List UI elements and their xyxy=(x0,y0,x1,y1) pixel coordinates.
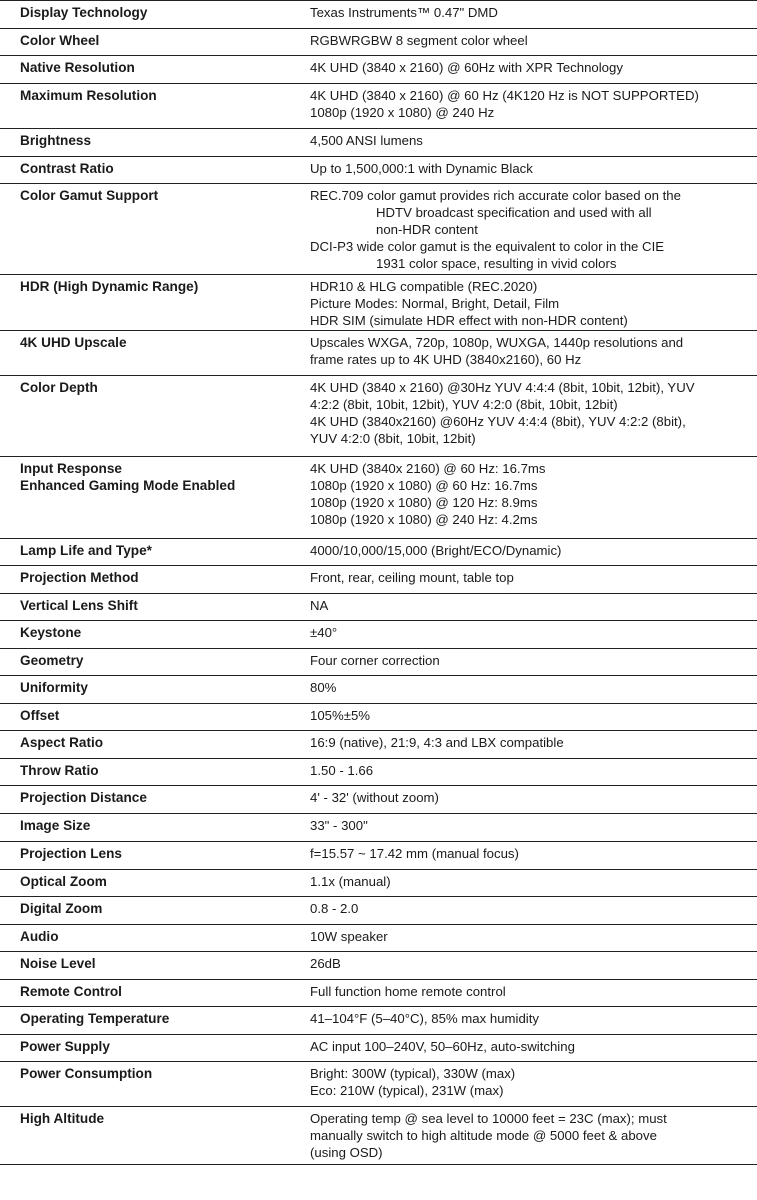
spec-row xyxy=(0,1106,757,1165)
spec-label xyxy=(0,376,290,456)
spec-label-line: Noise Level xyxy=(20,956,96,971)
spec-label xyxy=(0,952,290,979)
spec-row xyxy=(0,758,757,786)
spec-label xyxy=(0,731,290,758)
spec-row xyxy=(0,813,757,841)
spec-label xyxy=(0,814,290,841)
spec-value-line: 10W speaker xyxy=(310,928,388,944)
spec-label xyxy=(0,759,290,786)
spec-value xyxy=(290,925,757,952)
spec-label xyxy=(0,676,290,703)
spec-label xyxy=(0,621,290,648)
spec-label-line: Display Technology xyxy=(20,5,148,20)
spec-value xyxy=(290,56,757,83)
spec-label xyxy=(0,897,290,924)
spec-value-line: Front, rear, ceiling mount, table top xyxy=(310,570,514,585)
spec-row xyxy=(0,648,757,676)
spec-label xyxy=(0,870,290,897)
spec-value xyxy=(290,870,757,897)
spec-value-line: f=15.57 ~ 17.42 mm (manual focus) xyxy=(310,845,519,861)
spec-value xyxy=(290,952,757,979)
spec-value xyxy=(290,676,757,703)
spec-value xyxy=(290,129,757,156)
spec-value xyxy=(290,1007,757,1034)
spec-value-line: AC input 100–240V, 50–60Hz, auto-switching xyxy=(310,1038,575,1054)
spec-value-line: 41–104°F (5–40°C), 85% max humidity xyxy=(310,1011,539,1026)
spec-label xyxy=(0,29,290,56)
spec-row xyxy=(0,456,757,538)
spec-label-line: Color Gamut Support xyxy=(20,188,159,203)
spec-label xyxy=(0,704,290,731)
spec-row xyxy=(0,1061,757,1106)
spec-value xyxy=(290,184,757,274)
spec-label-line: Vertical Lens Shift xyxy=(20,597,138,613)
spec-value xyxy=(290,539,757,566)
spec-label xyxy=(0,786,290,813)
spec-value xyxy=(290,1,757,28)
spec-label xyxy=(0,1062,290,1106)
spec-value-line: Texas Instruments™ 0.47" DMD xyxy=(310,5,498,20)
spec-row xyxy=(0,593,757,621)
spec-value xyxy=(290,814,757,841)
spec-value-line: 80% xyxy=(310,680,337,695)
spec-value-line: YUV 4:2:0 (8bit, 10bit, 12bit) xyxy=(310,431,476,446)
spec-label-line: Throw Ratio xyxy=(20,762,99,778)
spec-row xyxy=(0,565,757,593)
spec-row xyxy=(0,538,757,566)
spec-value-line: frame rates up to 4K UHD (3840x2160), 60 Hz xyxy=(310,351,582,367)
spec-value-line: 33" - 300" xyxy=(310,817,368,833)
spec-row xyxy=(0,869,757,897)
spec-label-line: Audio xyxy=(20,928,59,944)
spec-value-line: Full function home remote control xyxy=(310,983,506,999)
spec-label-line: Keystone xyxy=(20,625,82,640)
spec-label xyxy=(0,184,290,274)
spec-value-line: NA xyxy=(310,597,329,613)
spec-value xyxy=(290,566,757,593)
spec-label xyxy=(0,275,290,330)
spec-label xyxy=(0,566,290,593)
spec-label-line: Contrast Ratio xyxy=(20,160,114,176)
spec-row xyxy=(0,274,757,330)
spec-value xyxy=(290,649,757,676)
spec-label-line: Offset xyxy=(20,707,60,723)
spec-row xyxy=(0,375,757,456)
spec-value-line: 4K UHD (3840 x 2160) @ 60 Hz (4K120 Hz is NOT SUPPORTED) xyxy=(310,87,699,103)
spec-value xyxy=(290,731,757,758)
spec-value-line: HDR SIM (simulate HDR effect with non-HDR content) xyxy=(310,312,628,328)
spec-value-line: 4K UHD (3840x 2160) @ 60 Hz: 16.7ms xyxy=(310,460,546,476)
spec-value-line: 26dB xyxy=(310,956,341,971)
spec-row xyxy=(0,896,757,924)
spec-value-line: 1080p (1920 x 1080) @ 60 Hz: 16.7ms xyxy=(310,477,538,493)
spec-row xyxy=(0,620,757,648)
spec-value-line: RGBWRGBW 8 segment color wheel xyxy=(310,32,528,48)
spec-label-line: Maximum Resolution xyxy=(20,87,157,103)
spec-label xyxy=(0,129,290,156)
spec-label-line: Image Size xyxy=(20,817,91,833)
spec-value-line: Four corner correction xyxy=(310,652,440,668)
spec-label-line: Geometry xyxy=(20,652,84,668)
spec-label xyxy=(0,1007,290,1034)
spec-row xyxy=(0,128,757,156)
spec-value-line: 0.8 - 2.0 xyxy=(310,901,359,916)
spec-label-line: Power Supply xyxy=(20,1038,110,1054)
spec-label xyxy=(0,1107,290,1164)
spec-value-line: (using OSD) xyxy=(310,1145,383,1160)
spec-value xyxy=(290,980,757,1007)
spec-row xyxy=(0,28,757,56)
spec-label-line: 4K UHD Upscale xyxy=(20,334,127,350)
spec-row xyxy=(0,703,757,731)
spec-label xyxy=(0,594,290,621)
spec-label-line: Native Resolution xyxy=(20,60,135,75)
spec-label-line: Color Depth xyxy=(20,380,98,395)
spec-label xyxy=(0,1035,290,1062)
spec-label-line: Power Consumption xyxy=(20,1066,153,1081)
spec-value-line: 4000/10,000/15,000 (Bright/ECO/Dynamic) xyxy=(310,542,562,558)
spec-value xyxy=(290,594,757,621)
spec-row xyxy=(0,1006,757,1034)
spec-row xyxy=(0,183,757,274)
spec-value xyxy=(290,1107,757,1164)
spec-label-line: Uniformity xyxy=(20,680,88,695)
spec-label xyxy=(0,539,290,566)
spec-label xyxy=(0,457,290,538)
spec-value-line: Upscales WXGA, 720p, 1080p, WUXGA, 1440p resolutions and xyxy=(310,334,684,350)
spec-value-line: 4,500 ANSI lumens xyxy=(310,133,423,148)
spec-value xyxy=(290,457,757,538)
spec-row xyxy=(0,0,757,28)
spec-value-line: 4K UHD (3840x2160) @60Hz YUV 4:4:4 (8bit), YUV 4:2:2 (8bit), xyxy=(310,414,686,429)
spec-value-line: 1080p (1920 x 1080) @ 240 Hz: 4.2ms xyxy=(310,511,538,527)
spec-row xyxy=(0,83,757,129)
spec-value-line: 16:9 (native), 21:9, 4:3 and LBX compatible xyxy=(310,735,564,750)
spec-label-line: Color Wheel xyxy=(20,32,100,48)
spec-row xyxy=(0,979,757,1007)
spec-row xyxy=(0,330,757,376)
spec-label xyxy=(0,56,290,83)
spec-value xyxy=(290,1062,757,1106)
spec-label xyxy=(0,649,290,676)
spec-value-line: 1080p (1920 x 1080) @ 120 Hz: 8.9ms xyxy=(310,494,538,510)
spec-row xyxy=(0,785,757,813)
spec-value-line: Eco: 210W (typical), 231W (max) xyxy=(310,1083,504,1098)
spec-label-line: Remote Control xyxy=(20,983,122,999)
spec-value xyxy=(290,897,757,924)
spec-value-line: 4K UHD (3840 x 2160) @ 60Hz with XPR Technology xyxy=(310,60,623,75)
spec-value-line: 1080p (1920 x 1080) @ 240 Hz xyxy=(310,104,495,120)
spec-row xyxy=(0,55,757,83)
spec-label-line: Aspect Ratio xyxy=(20,735,104,750)
spec-label xyxy=(0,331,290,376)
spec-value xyxy=(290,621,757,648)
spec-value-line: 4' - 32' (without zoom) xyxy=(310,790,439,805)
spec-label-line: Lamp Life and Type* xyxy=(20,542,152,558)
spec-label-line: Input Response xyxy=(20,460,122,476)
spec-label-line: Optical Zoom xyxy=(20,873,107,889)
spec-value xyxy=(290,759,757,786)
spec-value-line: 4K UHD (3840 x 2160) @30Hz YUV 4:4:4 (8bit, 10bit, 12bit), YUV xyxy=(310,380,695,395)
spec-value xyxy=(290,786,757,813)
spec-label xyxy=(0,980,290,1007)
spec-label-line: HDR (High Dynamic Range) xyxy=(20,278,199,294)
spec-value xyxy=(290,1035,757,1062)
spec-row xyxy=(0,841,757,869)
spec-value xyxy=(290,376,757,456)
spec-value-line: Operating temp @ sea level to 10000 feet = 23C (max); must xyxy=(310,1111,667,1126)
spec-label-line: Operating Temperature xyxy=(20,1011,170,1026)
spec-label-line: High Altitude xyxy=(20,1111,105,1126)
spec-row xyxy=(0,924,757,952)
spec-label-line: Digital Zoom xyxy=(20,901,103,916)
spec-row xyxy=(0,675,757,703)
spec-value xyxy=(290,704,757,731)
spec-value-line: Picture Modes: Normal, Bright, Detail, Film xyxy=(310,295,560,311)
spec-label xyxy=(0,157,290,184)
spec-value xyxy=(290,842,757,869)
spec-value-line: Bright: 300W (typical), 330W (max) xyxy=(310,1066,516,1081)
spec-row xyxy=(0,730,757,758)
spec-row xyxy=(0,1034,757,1062)
spec-label xyxy=(0,84,290,129)
spec-value-line: REC.709 color gamut provides rich accurate color based on the xyxy=(310,188,681,203)
spec-value-line: 1.1x (manual) xyxy=(310,873,391,889)
spec-row xyxy=(0,156,757,184)
spec-value-line: HDTV broadcast specification and used with all xyxy=(376,205,652,220)
spec-label xyxy=(0,1,290,28)
spec-label xyxy=(0,925,290,952)
spec-row xyxy=(0,951,757,979)
spec-value xyxy=(290,275,757,330)
spec-value-line: manually switch to high altitude mode @ 5000 feet & above xyxy=(310,1128,657,1143)
spec-value-line: Up to 1,500,000:1 with Dynamic Black xyxy=(310,160,533,176)
spec-value-line: non-HDR content xyxy=(376,222,478,237)
spec-value xyxy=(290,157,757,184)
spec-value-line: ±40° xyxy=(310,625,338,640)
spec-value-line: 105%±5% xyxy=(310,707,371,723)
spec-value-line: 1.50 - 1.66 xyxy=(310,762,374,778)
spec-label-line: Projection Distance xyxy=(20,790,147,805)
spec-value-line: DCI-P3 wide color gamut is the equivalent to color in the CIE xyxy=(310,239,665,254)
spec-value-line: 1931 color space, resulting in vivid colors xyxy=(376,256,617,271)
spec-label-line: Enhanced Gaming Mode Enabled xyxy=(20,478,236,493)
spec-value xyxy=(290,84,757,129)
spec-label xyxy=(0,842,290,869)
spec-value-line: HDR10 & HLG compatible (REC.2020) xyxy=(310,278,538,294)
spec-value-line: 4:2:2 (8bit, 10bit, 12bit), YUV 4:2:0 (8bit, 10bit, 12bit) xyxy=(310,397,618,412)
spec-label-line: Brightness xyxy=(20,133,92,148)
spec-label-line: Projection Method xyxy=(20,570,139,585)
spec-value xyxy=(290,29,757,56)
spec-value xyxy=(290,331,757,376)
spec-label-line: Projection Lens xyxy=(20,845,122,861)
